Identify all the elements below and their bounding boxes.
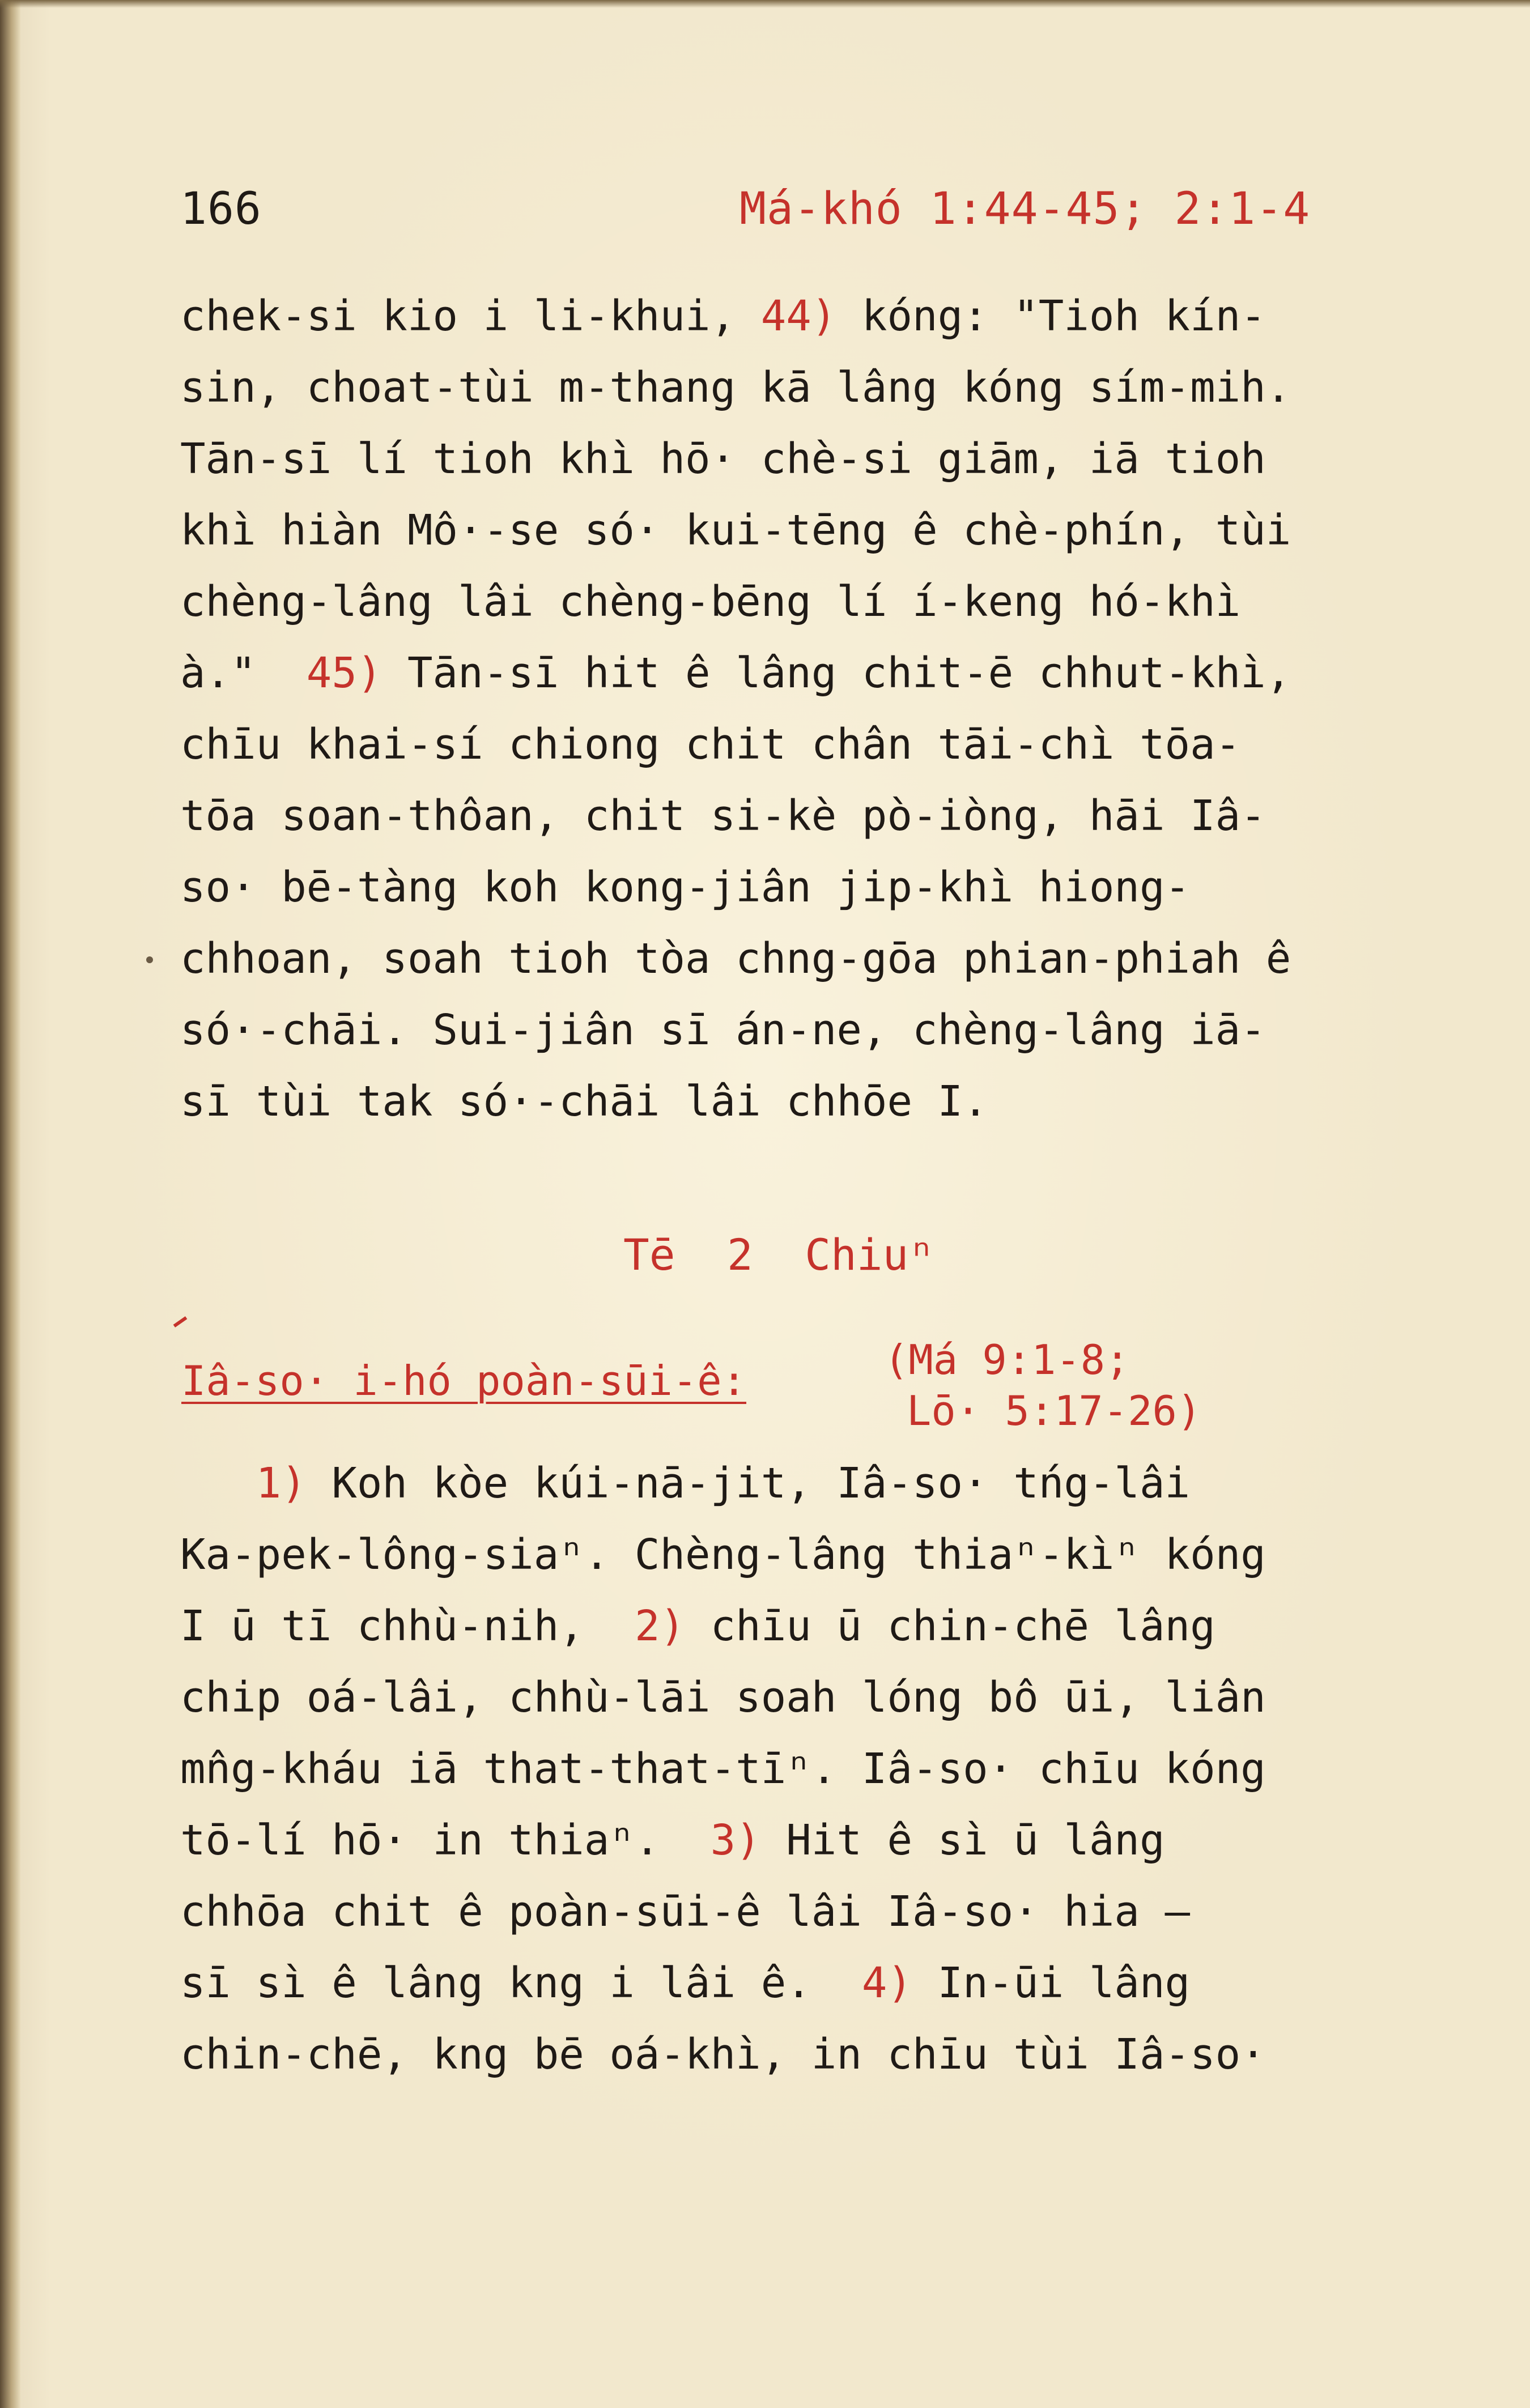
passage-mark-1 (180, 280, 1455, 1137)
text-line (180, 852, 1455, 923)
running-head-reference: Má-khó 1:44-45; 2:1-4 (740, 184, 1311, 235)
line-text-continued: Hit ê sì ū lâng (760, 1816, 1165, 1865)
text-line (180, 709, 1455, 780)
text-line (180, 1066, 1455, 1137)
line-text: Ka-pek-lông-siaⁿ. Chèng-lâng thiaⁿ-kìⁿ kóng (180, 1530, 1266, 1579)
text-line (180, 780, 1455, 852)
line-text: chèng-lâng lâi chèng-bēng lí í-keng hó-khì (180, 577, 1241, 626)
verse-number: 45) (306, 649, 382, 697)
verse-number: 44) (760, 292, 837, 341)
cross-reference-luke: Lō· 5:17-26) (907, 1387, 1202, 1435)
verse-number: 2) (634, 1602, 686, 1650)
text-line (180, 1876, 1455, 1947)
text-line (180, 1590, 1455, 1662)
section-title: Iâ-so· i-hó poàn-sūi-ê: (181, 1357, 746, 1405)
verse-number: 1) (256, 1459, 307, 1508)
text-line (180, 566, 1455, 637)
line-text: chhōa chit ê poàn-sūi-ê lâi Iâ-so· hia — (180, 1887, 1191, 1936)
line-text: sin, choat-tùi m-thang kā lâng kóng sím-mih. (180, 363, 1291, 412)
line-text-continued: Koh kòe kúi-nā-jit, Iâ-so· tńg-lâi (306, 1459, 1191, 1508)
line-text: tō-lí hō· in thiaⁿ. (180, 1816, 711, 1865)
section-cross-references (884, 1334, 1201, 1436)
text-line (180, 1662, 1455, 1733)
line-text: chin-chē, kng bē oá-khì, in chīu tùi Iâ-so· (180, 2030, 1266, 2079)
text-line (180, 2019, 1455, 2090)
line-text: tōa soan-thôan, chit si-kè pò-iòng, hāi Iâ- (180, 792, 1266, 840)
text-line (180, 994, 1455, 1066)
text-line (180, 495, 1455, 566)
margin-dot (146, 956, 153, 963)
line-text-continued: In-ūi lâng (912, 1959, 1191, 2007)
passage-mark-2 (180, 1448, 1455, 2090)
line-text-continued: chīu ū chin-chē lâng (685, 1602, 1216, 1650)
page-edge-left (0, 0, 20, 2408)
red-tick-mark (173, 1316, 188, 1328)
page-number: 166 (180, 184, 262, 235)
line-text: sī tùi tak só·-chāi lâi chhōe I. (180, 1077, 988, 1126)
line-text: so· bē-tàng koh kong-jiân jip-khì hiong- (180, 863, 1191, 912)
line-text: sī sì ê lâng kng i lâi ê. (180, 1959, 862, 2007)
line-text: chīu khai-sí chiong chit chân tāi-chì tōa- (180, 720, 1241, 769)
cross-reference-mark: (Má 9:1-8; (884, 1336, 1130, 1384)
line-text: chek-si kio i li-khui, (180, 292, 761, 341)
line-text-continued: Tān-sī hit ê lâng chit-ē chhut-khì, (382, 649, 1291, 697)
text-line (180, 1448, 1455, 1519)
line-text: Tān-sī lí tioh khì hō· chè-si giām, iā tioh (180, 435, 1266, 483)
line-text: mn̂g-kháu iā that-that-tīⁿ. Iâ-so· chīu kóng (180, 1745, 1266, 1793)
text-line (180, 1733, 1455, 1805)
text-line (180, 352, 1455, 423)
text-line (180, 1947, 1455, 2019)
text-line (180, 637, 1455, 709)
line-text: chhoan, soah tioh tòa chng-gōa phian-phiah ê (180, 934, 1291, 983)
line-text-continued: kóng: "Tioh kín- (836, 292, 1266, 341)
line-text: só·-chāi. Sui-jiân sī án-ne, chèng-lâng iā- (180, 1006, 1266, 1054)
line-text: khì hiàn Mô·-se só· kui-tēng ê chè-phín, tùi (180, 506, 1291, 555)
line-text: à." (180, 649, 307, 697)
text-line (180, 1519, 1455, 1590)
page-edge-top (0, 0, 1530, 8)
line-text: chip oá-lâi, chhù-lāi soah lóng bô ūi, liân (180, 1673, 1266, 1722)
text-line (180, 423, 1455, 495)
line-text: I ū tī chhù-nih, (180, 1602, 635, 1650)
chapter-heading: Tē 2 Chiuⁿ (623, 1229, 935, 1280)
line-text (180, 1459, 256, 1508)
text-line (180, 923, 1455, 994)
verse-number: 3) (710, 1816, 761, 1865)
verse-number: 4) (861, 1959, 913, 2007)
text-line (180, 280, 1455, 352)
text-line (180, 1805, 1455, 1876)
